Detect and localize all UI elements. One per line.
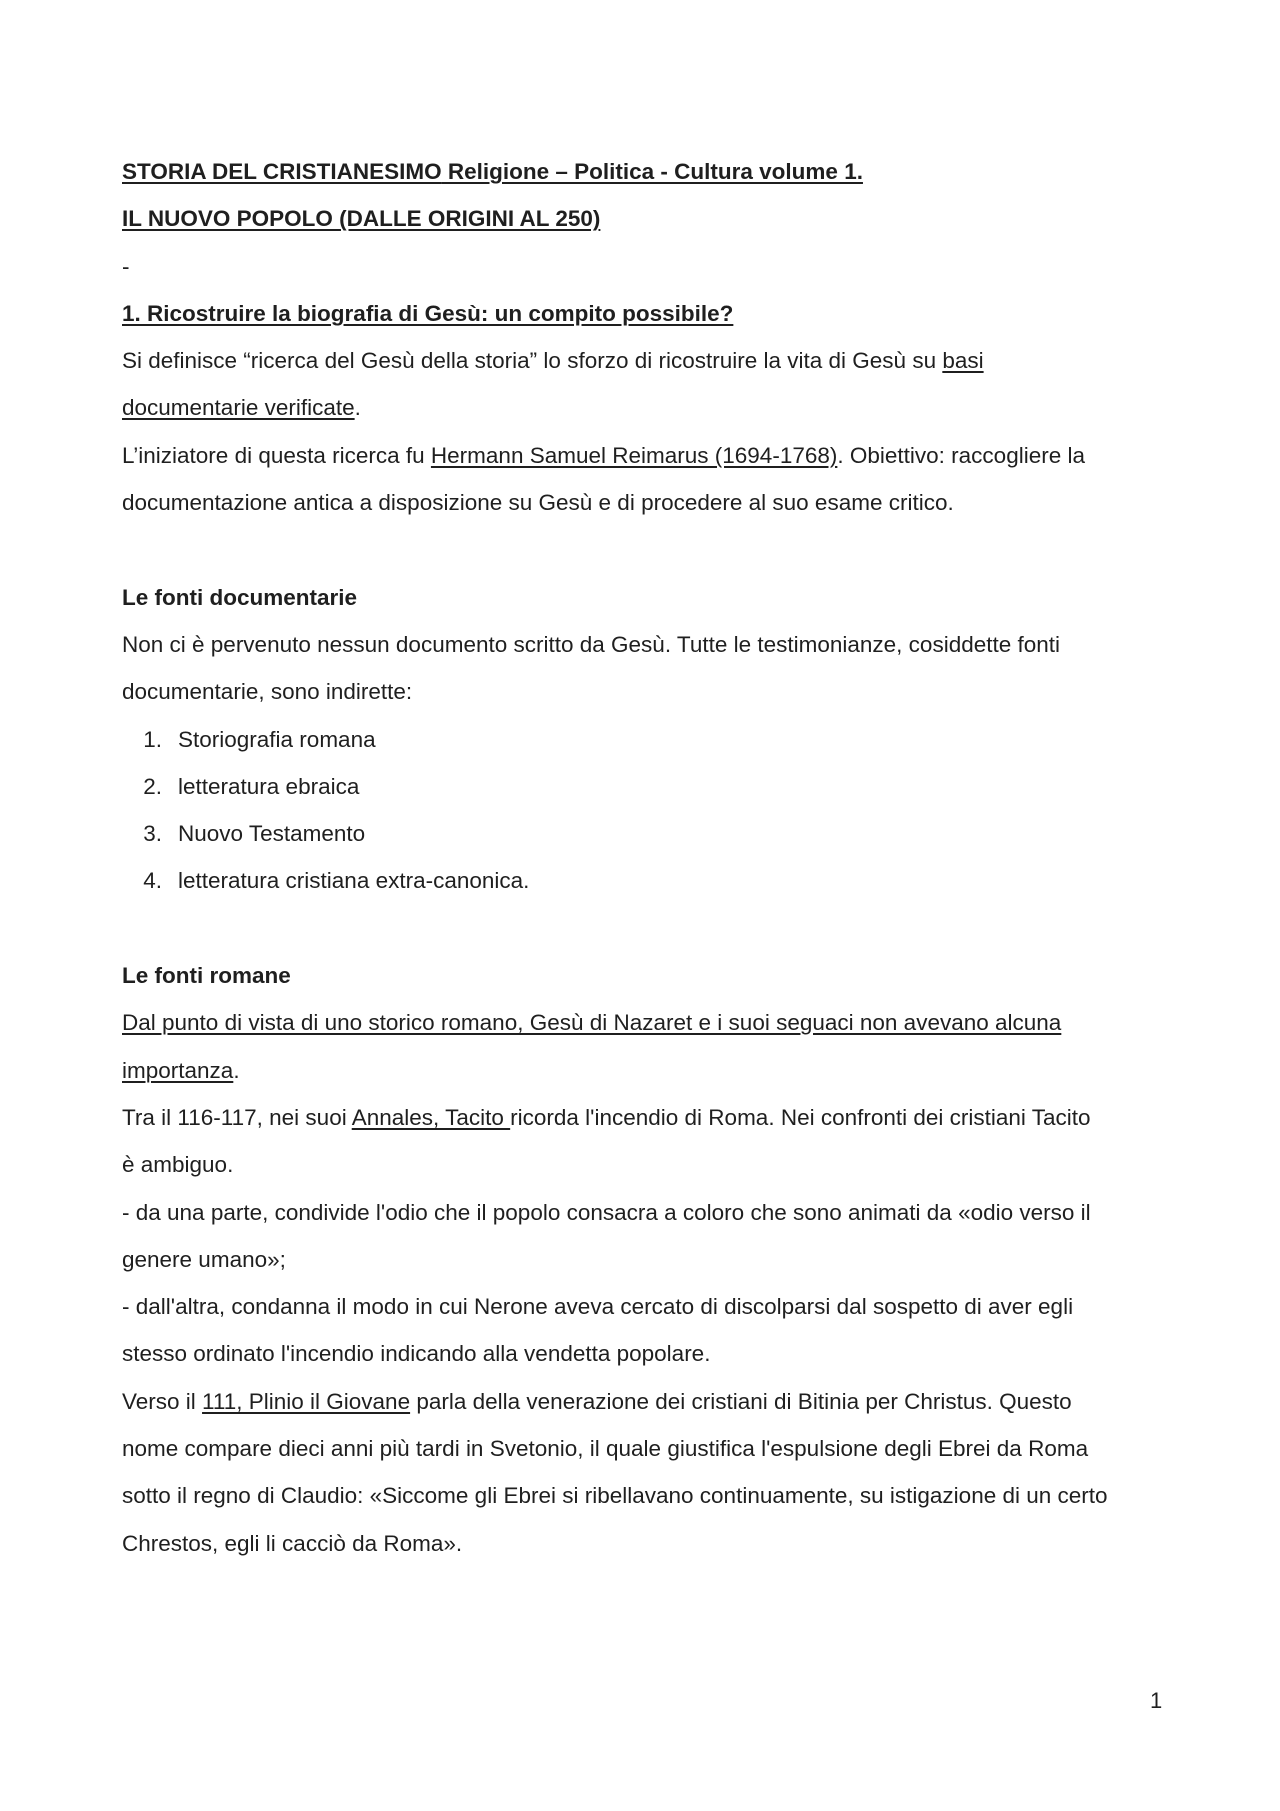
paragraph-initiator: L’iniziatore di questa ricerca fu Hermann Samuel Reimarus (1694-1768). Obiettivo: raccogliere la	[122, 442, 1085, 468]
blank-line	[122, 905, 1172, 952]
list-item: 4. letteratura cristiana extra-canonica.	[143, 868, 530, 894]
paragraph-initiator-cont: documentazione antica a disposizione su Gesù e di procedere al suo esame critico.	[122, 490, 954, 516]
section-heading-biography: 1. Ricostruire la biografia di Gesù: un compito possibile?	[122, 300, 734, 326]
link-plinio[interactable]: 111, Plinio il Giovane	[202, 1388, 411, 1414]
page-number: 1	[1150, 1688, 1163, 1713]
link-reimarus[interactable]: Hermann Samuel Reimarus (1694-1768)	[430, 442, 838, 468]
link-importanza[interactable]: importanza	[122, 1057, 234, 1083]
paragraph-sources-intro: Non ci è pervenuto nessun documento scritto da Gesù. Tutte le testimonianze, cosiddette fonti	[122, 631, 1061, 657]
separator-dash: -	[122, 253, 130, 279]
link-basi[interactable]: basi	[942, 348, 984, 374]
list-item: 3. Nuovo Testamento	[143, 821, 366, 847]
paragraph-tacito-cont: è ambiguo.	[122, 1152, 234, 1178]
paragraph-tacito: Tra il 116-117, nei suoi Annales, Tacito ricorda l'incendio di Roma. Nei confronti dei cristiani Tacito	[122, 1104, 1091, 1130]
section-heading-sources: Le fonti documentarie	[122, 584, 358, 610]
paragraph-sources-intro-cont: documentarie, sono indirette:	[122, 679, 413, 705]
paragraph-roman-view-cont: importanza.	[122, 1057, 240, 1083]
list-item: 2. letteratura ebraica	[143, 773, 360, 799]
document-subtitle: IL NUOVO POPOLO (DALLE ORIGINI AL 250)	[122, 206, 601, 232]
title-main: STORIA DEL CRISTIANESIMO	[122, 159, 442, 184]
sources-list	[122, 716, 1172, 905]
title-rest: Religione – Politica - Cultura volume 1.	[441, 159, 863, 184]
paragraph-research-definition: Si definisce “ricerca del Gesù della storia” lo sforzo di ricostruire la vita di Gesù su basi	[122, 348, 984, 374]
section-heading-roman-sources: Le fonti romane	[122, 963, 291, 989]
document-body	[122, 148, 1172, 1567]
link-annales-tacito[interactable]: Annales, Tacito	[351, 1104, 511, 1130]
link-roman-view[interactable]: Dal punto di vista di uno storico romano, Gesù di Nazaret e i suoi seguaci non avevano alcuna	[122, 1010, 1062, 1036]
paragraph-roman-view	[122, 999, 1172, 1046]
paragraph-other-side: - dall'altra, condanna il modo in cui Nerone aveva cercato di discolparsi dal sospetto di aver egli	[122, 1294, 1074, 1320]
document-title	[122, 148, 1172, 195]
paragraph-plinio: Verso il 111, Plinio il Giovane parla della venerazione dei cristiani di Bitinia per Christus. Questo	[122, 1388, 1072, 1414]
paragraph-one-side: - da una parte, condivide l'odio che il popolo consacra a coloro che sono animati da «odio verso il	[122, 1199, 1091, 1225]
paragraph-research-definition-cont: documentarie verificate.	[122, 395, 361, 421]
paragraph-other-side-cont: stesso ordinato l'incendio indicando alla vendetta popolare.	[122, 1341, 711, 1367]
paragraph-plinio-cont-3: Chrestos, egli li cacciò da Roma».	[122, 1530, 463, 1556]
list-item: 1. Storiografia romana	[143, 726, 376, 752]
link-documentarie-verificate[interactable]: documentarie verificate	[122, 395, 355, 421]
paragraph-plinio-cont-2: sotto il regno di Claudio: «Siccome gli Ebrei si ribellavano continuamente, su istigazione di un certo	[122, 1483, 1108, 1509]
paragraph-one-side-cont: genere umano»;	[122, 1246, 286, 1272]
paragraph-plinio-cont-1: nome compare dieci anni più tardi in Svetonio, il quale giustifica l'espulsione degli Ebrei da Roma	[122, 1436, 1089, 1462]
blank-line	[122, 526, 1172, 573]
